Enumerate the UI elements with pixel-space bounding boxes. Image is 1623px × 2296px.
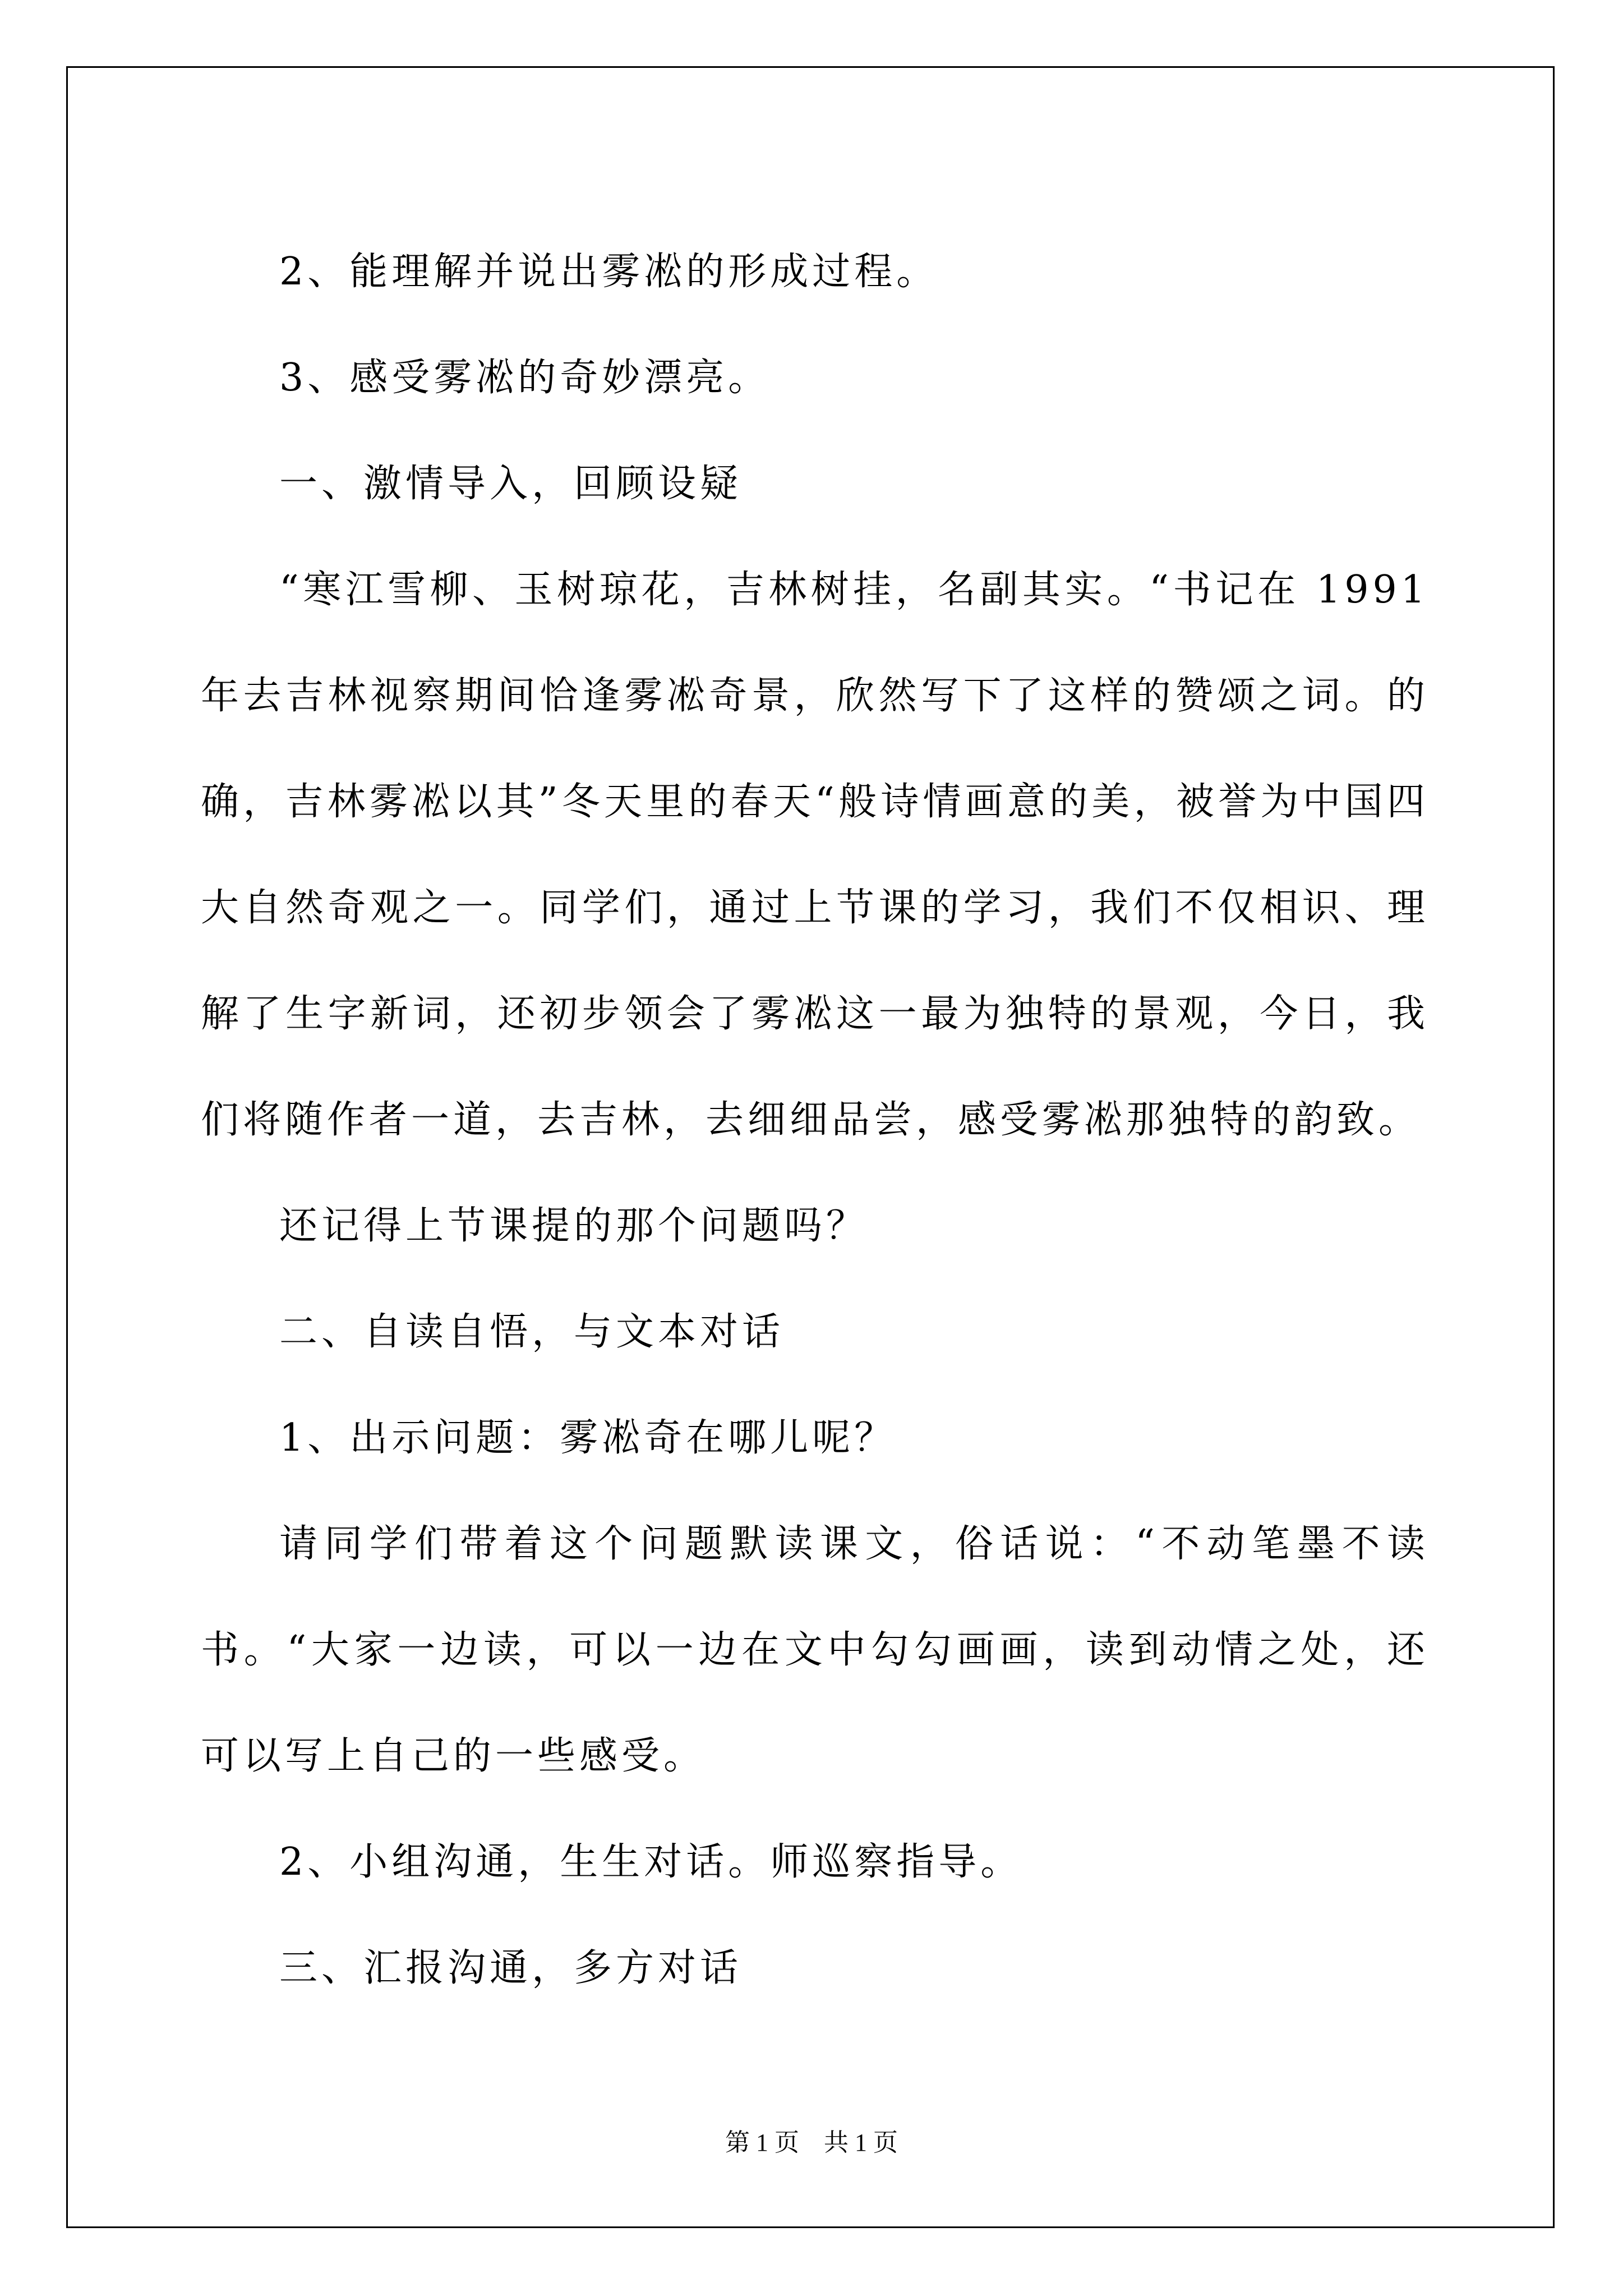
paragraph-reading-instruction: 请同学们带着这个问题默读课文，俗话说：“不动笔墨不读书。“大家一边读，可以一边在文中勾勾画画，读到动情之处，还可以写上自己的一些感受。 xyxy=(201,1522,1429,1778)
paragraph-step-1: 1、出示问题：雾凇奇在哪儿呢？ xyxy=(279,1416,897,1460)
paragraph-objective-3: 3、感受雾凇的奇妙漂亮。 xyxy=(279,356,771,400)
paragraph-objective-2: 2、能理解并说出雾凇的形成过程。 xyxy=(279,250,939,294)
paragraph-introduction: “寒江雪柳、玉树琼花，吉林树挂，名副其实。“书记在 1991 年去吉林视察期间恰逢雾凇奇景，欣然写下了这样的赞颂之词。的确，吉林雾凇以其”冬天里的春天“般诗情画意的美，被誉为中国四大自然奇观之一。同学们，通过上节课的学习，我们不仅相识、理解了生字新词，还初步领会了雾凇这一最为独特的景观，今日，我们将随作者一道，去吉林，去细细品尝，感受雾凇那独特的韵致。 xyxy=(201,568,1429,1142)
page-footer xyxy=(0,2126,1623,2160)
paragraph-step-2: 2、小组沟通，生生对话。师巡察指导。 xyxy=(279,1840,1023,1884)
section-heading-2: 二、自读自悟，与文本对话 xyxy=(279,1310,785,1354)
section-heading-1: 一、激情导入，回顾设疑 xyxy=(279,462,743,506)
page-indicator: 第 1 页 共 1 页 xyxy=(725,2129,898,2156)
document-body xyxy=(201,219,1429,2021)
paragraph-question: 还记得上节课提的那个问题吗？ xyxy=(279,1204,869,1248)
section-heading-3: 三、汇报沟通，多方对话 xyxy=(279,1946,743,1990)
